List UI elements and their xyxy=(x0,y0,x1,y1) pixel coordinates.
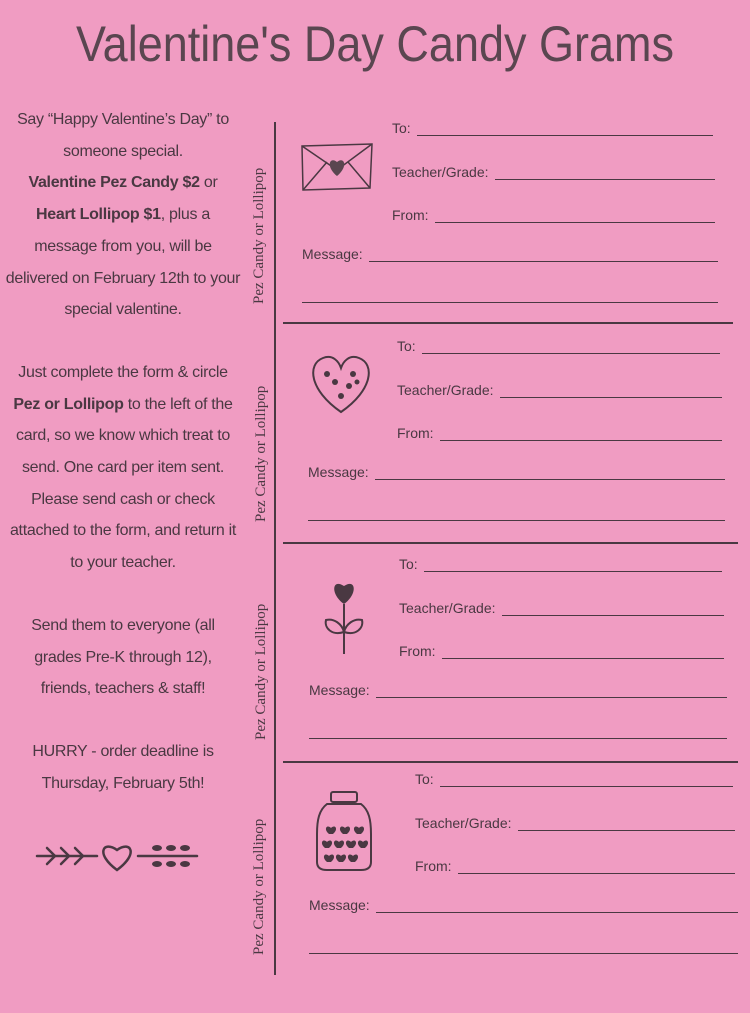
to-field[interactable] xyxy=(397,338,720,354)
to-field[interactable] xyxy=(392,120,713,136)
teacher-grade-line[interactable] xyxy=(518,818,736,831)
to-field[interactable] xyxy=(415,771,733,787)
to-label: To: xyxy=(399,556,418,572)
from-line[interactable] xyxy=(442,646,724,659)
to-line[interactable] xyxy=(440,774,733,787)
message-line-2[interactable] xyxy=(309,738,727,739)
intro-text-line: to the left of the card, so we know which treat to send. One card per item sent. Please send cash or check attached to the form, and return it to your teacher. xyxy=(9,395,237,572)
from-field[interactable] xyxy=(399,643,724,659)
message-line-2[interactable] xyxy=(302,302,718,303)
message-line-2[interactable] xyxy=(308,520,725,521)
intro-paragraph-2 xyxy=(4,357,242,579)
message-label: Message: xyxy=(309,682,370,698)
message-field[interactable] xyxy=(308,464,725,480)
from-field[interactable] xyxy=(392,207,715,223)
card-divider xyxy=(283,761,738,763)
from-label: From: xyxy=(392,207,429,223)
message-field[interactable] xyxy=(309,897,738,913)
message-field[interactable] xyxy=(309,682,727,698)
from-label: From: xyxy=(415,858,452,874)
message-field[interactable] xyxy=(302,246,718,262)
message-label: Message: xyxy=(302,246,363,262)
message-label: Message: xyxy=(308,464,369,480)
from-label: From: xyxy=(399,643,436,659)
intro-text-line: Just complete the form & circle xyxy=(18,363,228,381)
message-line-2[interactable] xyxy=(309,953,738,954)
envelope-heart-icon xyxy=(300,142,374,197)
message-label: Message: xyxy=(309,897,370,913)
intro-text-line: , plus a message from you, will be delivered on February 12th to your special valentine. xyxy=(5,206,241,319)
page-title: Valentine's Day Candy Grams xyxy=(75,16,674,72)
to-field[interactable] xyxy=(399,556,722,572)
to-label: To: xyxy=(415,771,434,787)
vine-heart-icon xyxy=(35,836,200,876)
pez-or-lollipop: Pez or Lollipop xyxy=(13,395,124,413)
from-line[interactable] xyxy=(435,210,715,223)
message-line[interactable] xyxy=(375,467,725,480)
deadline: HURRY - order deadline is Thursday, February 5th! xyxy=(32,742,214,792)
card-divider xyxy=(283,322,733,324)
card-divider xyxy=(283,542,738,544)
intro-paragraph-3: Send them to everyone (all grades Pre-K through 12), friends, teachers & staff! xyxy=(31,616,215,698)
teacher-grade-line[interactable] xyxy=(495,167,716,180)
message-line[interactable] xyxy=(376,685,727,698)
heart-flower-icon xyxy=(322,574,366,661)
teacher-grade-field[interactable] xyxy=(397,382,722,398)
treat-choice-label[interactable]: Pez Candy or Lollipop xyxy=(251,818,267,955)
teacher-grade-field[interactable] xyxy=(392,164,715,180)
teacher-grade-label: Teacher/Grade: xyxy=(397,382,494,398)
to-line[interactable] xyxy=(417,123,713,136)
teacher-grade-field[interactable] xyxy=(399,600,724,616)
treat-choice-label[interactable]: Pez Candy or Lollipop xyxy=(251,167,267,304)
message-line[interactable] xyxy=(369,249,718,262)
intro-text-line: Say “Happy Valentine’s Day” to someone special. xyxy=(17,111,229,160)
from-line[interactable] xyxy=(458,861,735,874)
from-line[interactable] xyxy=(440,428,722,441)
teacher-grade-line[interactable] xyxy=(502,603,725,616)
treat-choice-label[interactable]: Pez Candy or Lollipop xyxy=(253,385,269,522)
column-divider xyxy=(274,122,276,975)
message-line[interactable] xyxy=(376,900,738,913)
intro-text xyxy=(4,104,242,830)
treat-choice-label[interactable]: Pez Candy or Lollipop xyxy=(253,603,269,740)
lollipop-price: Heart Lollipop $1 xyxy=(36,206,161,224)
from-label: From: xyxy=(397,425,434,441)
teacher-grade-label: Teacher/Grade: xyxy=(415,815,512,831)
teacher-grade-label: Teacher/Grade: xyxy=(392,164,489,180)
to-line[interactable] xyxy=(424,559,722,572)
pez-price: Valentine Pez Candy $2 xyxy=(28,174,200,192)
intro-paragraph-1 xyxy=(4,104,242,326)
to-line[interactable] xyxy=(422,341,720,354)
teacher-grade-label: Teacher/Grade: xyxy=(399,600,496,616)
teacher-grade-line[interactable] xyxy=(500,385,723,398)
intro-text-line: or xyxy=(199,174,218,192)
candy-jar-icon xyxy=(315,790,373,877)
to-label: To: xyxy=(397,338,416,354)
teacher-grade-field[interactable] xyxy=(415,815,735,831)
to-label: To: xyxy=(392,120,411,136)
from-field[interactable] xyxy=(397,425,722,441)
heart-leaves-icon xyxy=(305,352,377,421)
from-field[interactable] xyxy=(415,858,735,874)
